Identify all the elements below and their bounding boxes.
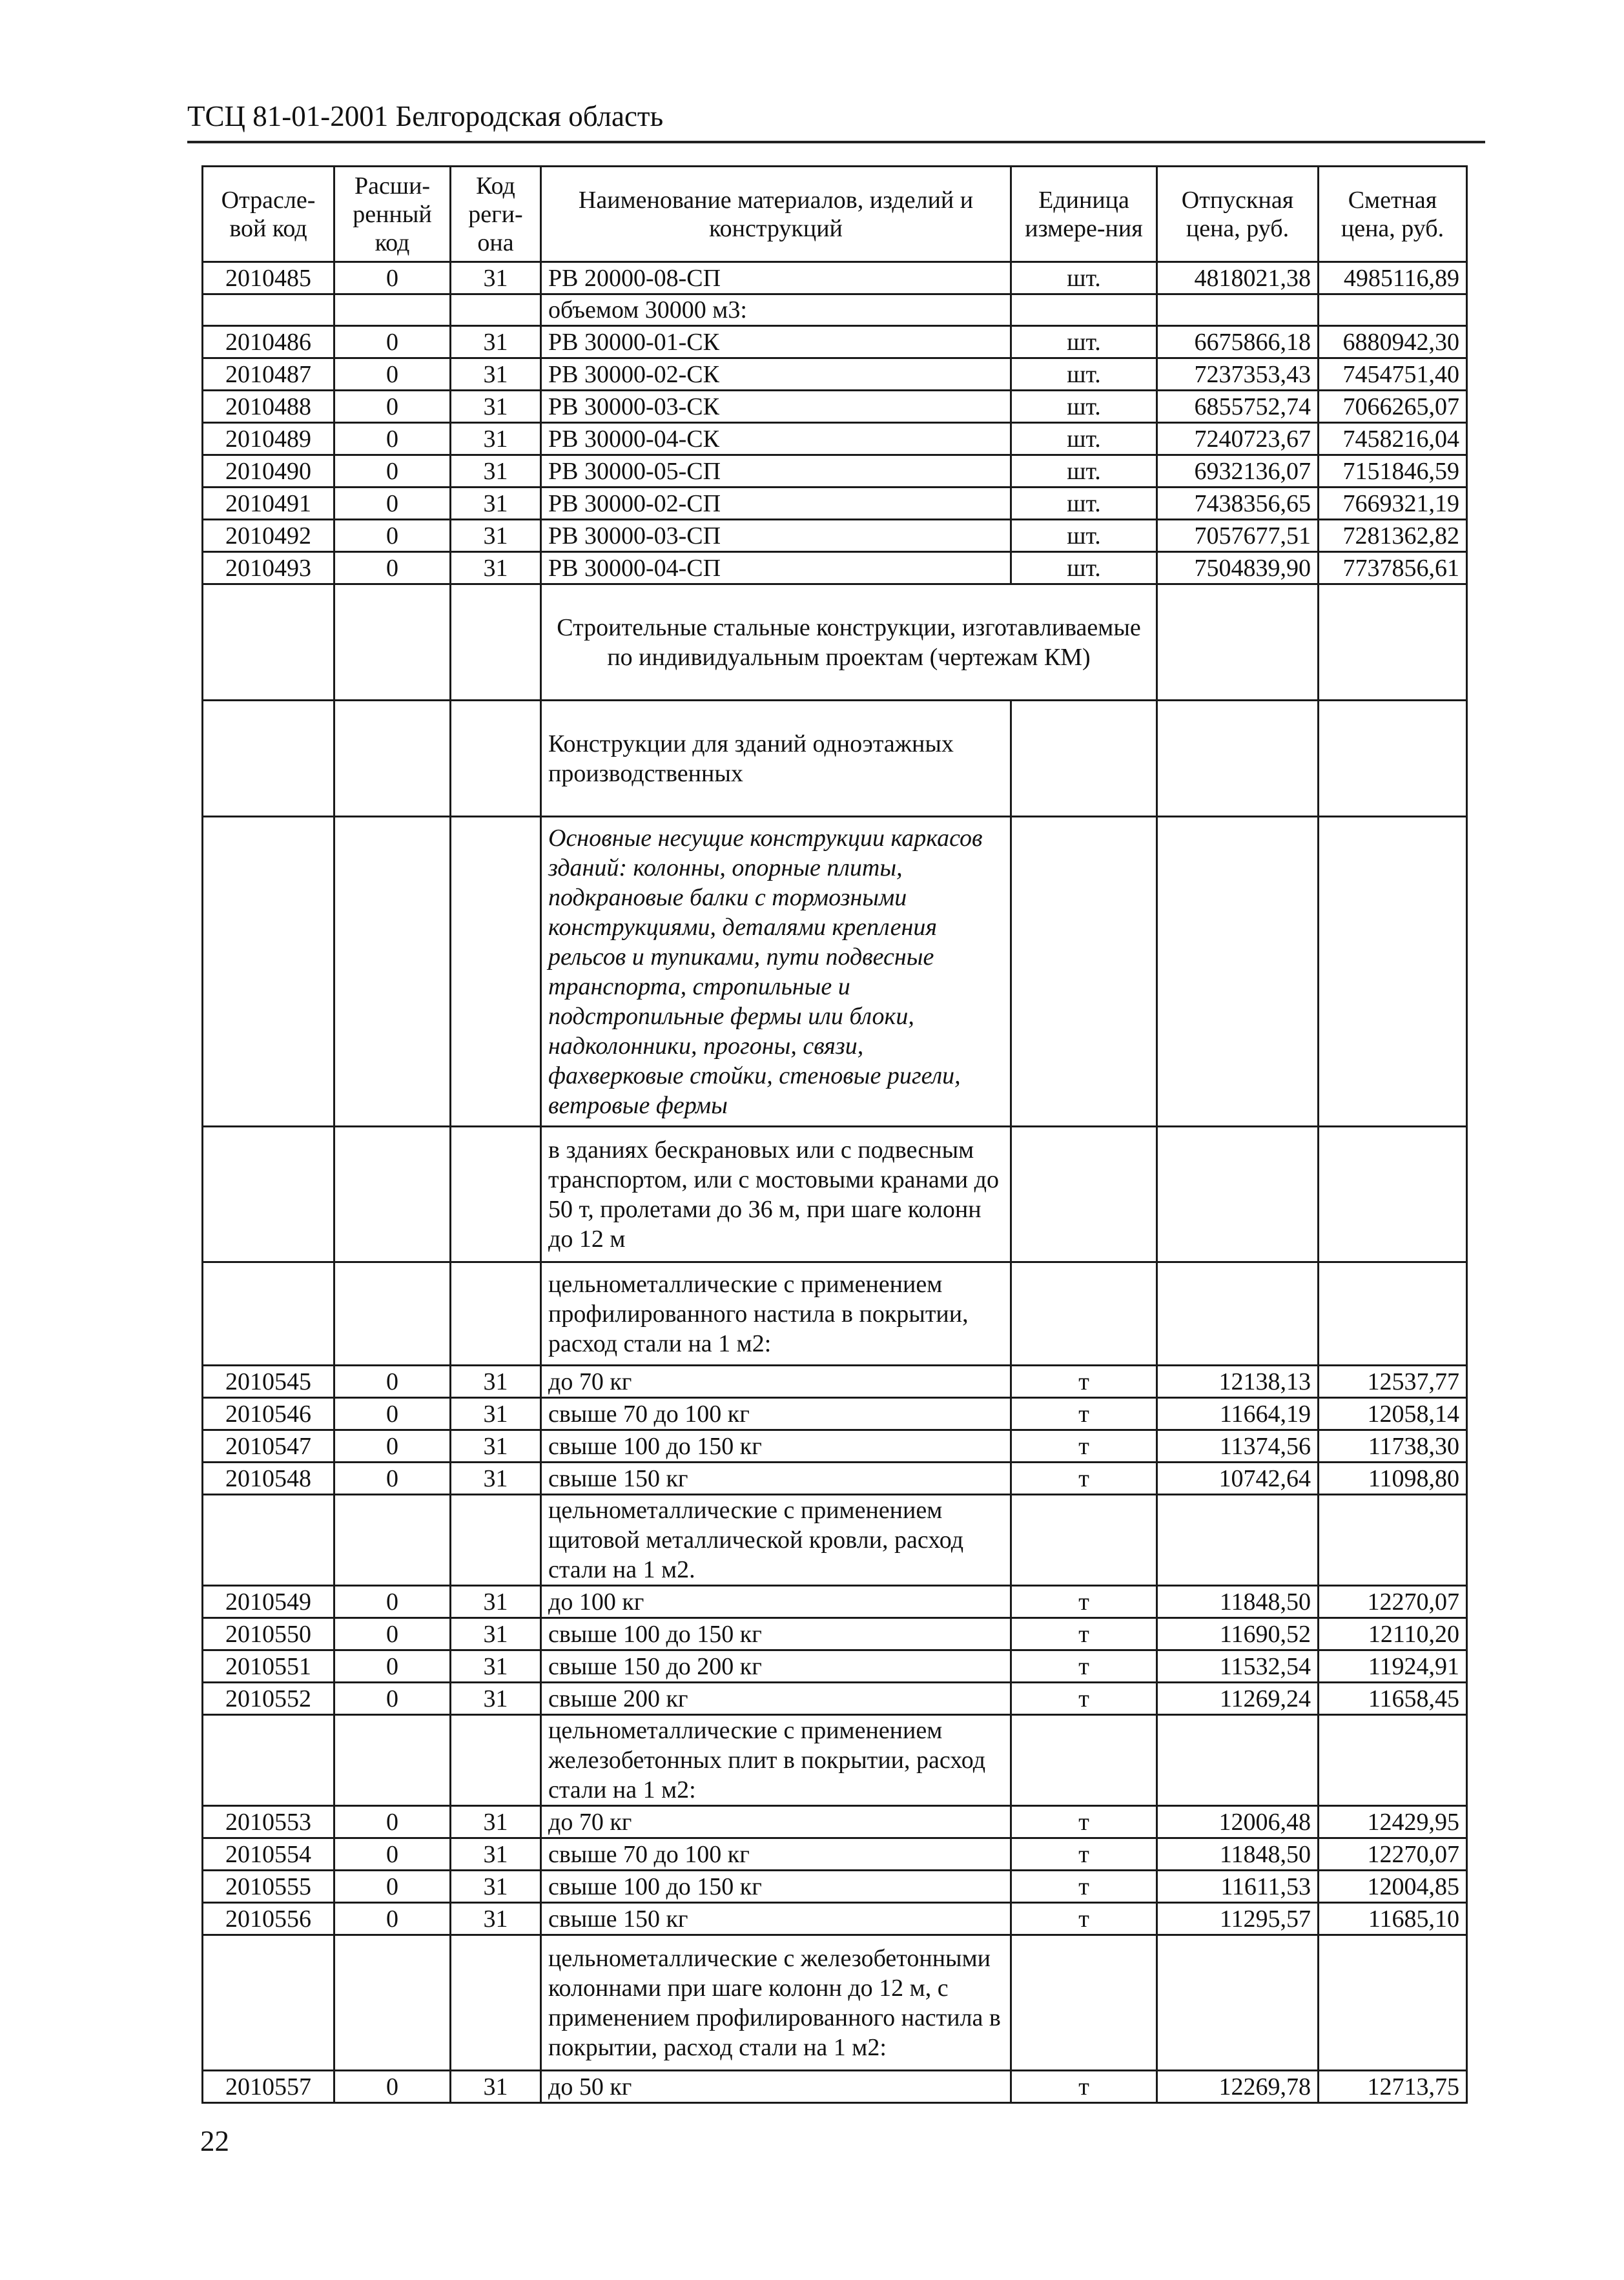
code-cell: 2010557 xyxy=(203,2071,334,2103)
code-cell: 2010553 xyxy=(203,1806,334,1838)
empty-estimate-cell xyxy=(1319,1495,1467,1586)
empty-region-cell xyxy=(451,294,541,326)
table-row xyxy=(203,1806,1467,1838)
item-name-cell: РВ 30000-01-СК xyxy=(541,326,1011,358)
subsection-heading: Конструкции для зданий одноэтажных производственных xyxy=(541,701,1011,817)
price-table xyxy=(201,165,1468,2104)
empty-release-cell xyxy=(1157,1715,1319,1806)
unit-cell: т xyxy=(1011,1683,1157,1715)
unit-cell: т xyxy=(1011,1838,1157,1871)
empty-release-cell xyxy=(1157,1495,1319,1586)
empty-code-cell xyxy=(203,817,334,1127)
extended-code-cell: 0 xyxy=(334,1430,451,1463)
item-name-cell: свыше 100 до 150 кг xyxy=(541,1871,1011,1903)
table-row xyxy=(203,326,1467,358)
table-row xyxy=(203,2071,1467,2103)
item-name-cell: до 70 кг xyxy=(541,1806,1011,1838)
code-cell: 2010490 xyxy=(203,455,334,488)
empty-estimate-cell xyxy=(1319,1127,1467,1262)
estimate-price-cell: 7669321,19 xyxy=(1319,488,1467,520)
code-cell: 2010551 xyxy=(203,1650,334,1683)
region-code-cell: 31 xyxy=(451,1586,541,1618)
section-row xyxy=(203,817,1467,1127)
region-code-cell: 31 xyxy=(451,1683,541,1715)
item-name-cell: РВ 30000-02-СП xyxy=(541,488,1011,520)
unit-cell: шт. xyxy=(1011,455,1157,488)
code-cell: 2010485 xyxy=(203,262,334,294)
empty-estimate-cell xyxy=(1319,294,1467,326)
estimate-price-cell: 12058,14 xyxy=(1319,1398,1467,1430)
extended-code-cell: 0 xyxy=(334,423,451,455)
region-code-cell: 31 xyxy=(451,1366,541,1398)
region-code-cell: 31 xyxy=(451,2071,541,2103)
item-name-cell: свыше 200 кг xyxy=(541,1683,1011,1715)
unit-cell: шт. xyxy=(1011,262,1157,294)
code-cell: 2010486 xyxy=(203,326,334,358)
item-name-cell: РВ 30000-03-СК xyxy=(541,391,1011,423)
unit-cell: шт. xyxy=(1011,520,1157,552)
estimate-price-cell: 11685,10 xyxy=(1319,1903,1467,1935)
code-cell: 2010550 xyxy=(203,1618,334,1650)
table-row xyxy=(203,391,1467,423)
region-code-cell: 31 xyxy=(451,391,541,423)
table-row xyxy=(203,423,1467,455)
empty-region-cell xyxy=(451,1935,541,2071)
empty-unit-cell xyxy=(1011,1262,1157,1366)
empty-region-cell xyxy=(451,584,541,701)
table-row xyxy=(203,262,1467,294)
empty-code-cell xyxy=(203,1262,334,1366)
empty-region-cell xyxy=(451,1262,541,1366)
estimate-price-cell: 11924,91 xyxy=(1319,1650,1467,1683)
release-price-cell: 11269,24 xyxy=(1157,1683,1319,1715)
table-row xyxy=(203,1683,1467,1715)
region-code-cell: 31 xyxy=(451,552,541,584)
release-price-cell: 7504839,90 xyxy=(1157,552,1319,584)
region-code-cell: 31 xyxy=(451,326,541,358)
unit-cell: шт. xyxy=(1011,488,1157,520)
estimate-price-cell: 12004,85 xyxy=(1319,1871,1467,1903)
empty-release-cell xyxy=(1157,584,1319,701)
estimate-price-cell: 7454751,40 xyxy=(1319,358,1467,391)
code-cell: 2010555 xyxy=(203,1871,334,1903)
release-price-cell: 12006,48 xyxy=(1157,1806,1319,1838)
extended-code-cell: 0 xyxy=(334,1683,451,1715)
empty-release-cell xyxy=(1157,1127,1319,1262)
page-number: 22 xyxy=(200,2125,229,2157)
table-row xyxy=(203,1838,1467,1871)
code-cell: 2010546 xyxy=(203,1398,334,1430)
release-price-cell: 7240723,67 xyxy=(1157,423,1319,455)
region-code-cell: 31 xyxy=(451,1903,541,1935)
table-row xyxy=(203,358,1467,391)
section-row xyxy=(203,1262,1467,1366)
group-description: цельнометаллические с применением щитовой металлической кровли, расход стали на 1 м2. xyxy=(541,1495,1011,1586)
release-price-cell: 6675866,18 xyxy=(1157,326,1319,358)
item-name-cell: свыше 100 до 150 кг xyxy=(541,1618,1011,1650)
release-price-cell: 11848,50 xyxy=(1157,1586,1319,1618)
release-price-cell: 11611,53 xyxy=(1157,1871,1319,1903)
extended-code-cell: 0 xyxy=(334,520,451,552)
item-name-cell: РВ 30000-04-СК xyxy=(541,423,1011,455)
unit-cell: шт. xyxy=(1011,358,1157,391)
code-cell: 2010548 xyxy=(203,1463,334,1495)
column-header-region-code: Код реги-она xyxy=(451,167,541,262)
empty-extended-code-cell xyxy=(334,1495,451,1586)
extended-code-cell: 0 xyxy=(334,1838,451,1871)
region-code-cell: 31 xyxy=(451,1398,541,1430)
group-description: цельнометаллические с применением профилированного настила в покрытии, расход стали на 1 м2: xyxy=(541,1262,1011,1366)
document-header xyxy=(187,97,1485,143)
table-row xyxy=(203,1871,1467,1903)
column-header-release-price: Отпускная цена, руб. xyxy=(1157,167,1319,262)
extended-code-cell: 0 xyxy=(334,391,451,423)
empty-code-cell xyxy=(203,1715,334,1806)
empty-release-cell xyxy=(1157,1262,1319,1366)
item-name-cell: свыше 150 кг xyxy=(541,1903,1011,1935)
unit-cell: т xyxy=(1011,1806,1157,1838)
item-name-cell: свыше 70 до 100 кг xyxy=(541,1838,1011,1871)
code-cell: 2010549 xyxy=(203,1586,334,1618)
item-name-cell: до 50 кг xyxy=(541,2071,1011,2103)
release-price-cell: 12269,78 xyxy=(1157,2071,1319,2103)
section-row xyxy=(203,1715,1467,1806)
extended-code-cell: 0 xyxy=(334,1650,451,1683)
extended-code-cell: 0 xyxy=(334,1463,451,1495)
region-code-cell: 31 xyxy=(451,1806,541,1838)
extended-code-cell: 0 xyxy=(334,1618,451,1650)
region-code-cell: 31 xyxy=(451,1463,541,1495)
region-code-cell: 31 xyxy=(451,1618,541,1650)
table-row xyxy=(203,1463,1467,1495)
item-name-cell: свыше 150 кг xyxy=(541,1463,1011,1495)
release-price-cell: 11532,54 xyxy=(1157,1650,1319,1683)
empty-release-cell xyxy=(1157,701,1319,817)
estimate-price-cell: 7737856,61 xyxy=(1319,552,1467,584)
item-name-cell: свыше 150 до 200 кг xyxy=(541,1650,1011,1683)
table-row xyxy=(203,552,1467,584)
empty-code-cell xyxy=(203,1127,334,1262)
region-code-cell: 31 xyxy=(451,488,541,520)
estimate-price-cell: 12270,07 xyxy=(1319,1586,1467,1618)
empty-region-cell xyxy=(451,817,541,1127)
empty-extended-code-cell xyxy=(334,817,451,1127)
code-cell: 2010545 xyxy=(203,1366,334,1398)
item-name-cell: до 100 кг xyxy=(541,1586,1011,1618)
empty-release-cell xyxy=(1157,1935,1319,2071)
estimate-price-cell: 7281362,82 xyxy=(1319,520,1467,552)
region-code-cell: 31 xyxy=(451,262,541,294)
estimate-price-cell: 12429,95 xyxy=(1319,1806,1467,1838)
code-cell: 2010552 xyxy=(203,1683,334,1715)
region-code-cell: 31 xyxy=(451,1871,541,1903)
code-cell: 2010491 xyxy=(203,488,334,520)
table-row xyxy=(203,1618,1467,1650)
unit-cell: т xyxy=(1011,1650,1157,1683)
empty-extended-code-cell xyxy=(334,1127,451,1262)
item-name-cell: до 70 кг xyxy=(541,1366,1011,1398)
empty-release-cell xyxy=(1157,294,1319,326)
extended-code-cell: 0 xyxy=(334,1871,451,1903)
group-description: в зданиях бескрановых или с подвесным транспортом, или с мостовыми кранами до 50 т, пролетами до 36 м, при шаге колонн до 12 м xyxy=(541,1127,1011,1262)
estimate-price-cell: 7066265,07 xyxy=(1319,391,1467,423)
item-name-cell: РВ 20000-08-СП xyxy=(541,262,1011,294)
extended-code-cell: 0 xyxy=(334,326,451,358)
unit-cell: т xyxy=(1011,1618,1157,1650)
empty-extended-code-cell xyxy=(334,1262,451,1366)
code-cell: 2010554 xyxy=(203,1838,334,1871)
empty-code-cell xyxy=(203,1495,334,1586)
item-name-cell: РВ 30000-02-СК xyxy=(541,358,1011,391)
empty-extended-code-cell xyxy=(334,294,451,326)
empty-code-cell xyxy=(203,584,334,701)
document-title: ТСЦ 81-01-2001 Белгородская область xyxy=(187,100,664,132)
item-name-cell: свыше 70 до 100 кг xyxy=(541,1398,1011,1430)
unit-cell: шт. xyxy=(1011,552,1157,584)
region-code-cell: 31 xyxy=(451,1650,541,1683)
empty-unit-cell xyxy=(1011,817,1157,1127)
empty-estimate-cell xyxy=(1319,817,1467,1127)
estimate-price-cell: 4985116,89 xyxy=(1319,262,1467,294)
extended-code-cell: 0 xyxy=(334,1586,451,1618)
release-price-cell: 11848,50 xyxy=(1157,1838,1319,1871)
extended-code-cell: 0 xyxy=(334,455,451,488)
estimate-price-cell: 6880942,30 xyxy=(1319,326,1467,358)
unit-cell: т xyxy=(1011,2071,1157,2103)
empty-estimate-cell xyxy=(1319,701,1467,817)
unit-cell: т xyxy=(1011,1903,1157,1935)
release-price-cell: 12138,13 xyxy=(1157,1366,1319,1398)
release-price-cell: 6855752,74 xyxy=(1157,391,1319,423)
empty-unit-cell xyxy=(1011,701,1157,817)
extended-code-cell: 0 xyxy=(334,1806,451,1838)
column-header-unit: Единица измере-ния xyxy=(1011,167,1157,262)
estimate-price-cell: 11738,30 xyxy=(1319,1430,1467,1463)
group-description: цельнометаллические с железобетонными колоннами при шаге колонн до 12 м, с применением профилированного настила в покрытии, расход стали на 1 м2: xyxy=(541,1935,1011,2071)
code-cell: 2010556 xyxy=(203,1903,334,1935)
extended-code-cell: 0 xyxy=(334,1903,451,1935)
code-cell: 2010489 xyxy=(203,423,334,455)
note-text: объемом 30000 м3: xyxy=(541,294,1011,326)
empty-region-cell xyxy=(451,701,541,817)
unit-cell: т xyxy=(1011,1871,1157,1903)
table-row xyxy=(203,1430,1467,1463)
release-price-cell: 6932136,07 xyxy=(1157,455,1319,488)
unit-cell: т xyxy=(1011,1398,1157,1430)
empty-unit-cell xyxy=(1011,1495,1157,1586)
column-header-estimate-price: Сметная цена, руб. xyxy=(1319,167,1467,262)
estimate-price-cell: 11658,45 xyxy=(1319,1683,1467,1715)
table-row xyxy=(203,455,1467,488)
item-name-cell: РВ 30000-03-СП xyxy=(541,520,1011,552)
code-cell: 2010487 xyxy=(203,358,334,391)
group-description: цельнометаллические с применением железобетонных плит в покрытии, расход стали на 1 м2: xyxy=(541,1715,1011,1806)
extended-code-cell: 0 xyxy=(334,1366,451,1398)
release-price-cell: 11295,57 xyxy=(1157,1903,1319,1935)
unit-cell: т xyxy=(1011,1463,1157,1495)
empty-estimate-cell xyxy=(1319,1262,1467,1366)
section-row xyxy=(203,584,1467,701)
empty-code-cell xyxy=(203,701,334,817)
item-name-cell: РВ 30000-05-СП xyxy=(541,455,1011,488)
region-code-cell: 31 xyxy=(451,358,541,391)
table-row xyxy=(203,1366,1467,1398)
unit-cell: шт. xyxy=(1011,391,1157,423)
empty-unit-cell xyxy=(1011,1127,1157,1262)
estimate-price-cell: 12110,20 xyxy=(1319,1618,1467,1650)
code-cell: 2010547 xyxy=(203,1430,334,1463)
empty-unit-cell xyxy=(1011,1935,1157,2071)
region-code-cell: 31 xyxy=(451,423,541,455)
table-header xyxy=(203,167,1467,262)
empty-estimate-cell xyxy=(1319,1935,1467,2071)
empty-extended-code-cell xyxy=(334,584,451,701)
unit-cell: шт. xyxy=(1011,423,1157,455)
extended-code-cell: 0 xyxy=(334,2071,451,2103)
section-heading: Строительные стальные конструкции, изготавливаемые по индивидуальным проектам (чертежам КМ) xyxy=(541,584,1157,701)
category-description: Основные несущие конструкции каркасов зданий: колонны, опорные плиты, подкрановые балки с тормозными конструкциями, деталями крепления рельсов и тупиками, пути подвесные транспорта, стропильные и подстропильные фермы или блоки, надколонники, прогоны, связи, фахверковые стойки, стеновые ригели, ветровые фермы xyxy=(541,817,1011,1127)
section-row xyxy=(203,1127,1467,1262)
estimate-price-cell: 7151846,59 xyxy=(1319,455,1467,488)
extended-code-cell: 0 xyxy=(334,488,451,520)
table-row xyxy=(203,1903,1467,1935)
table-row xyxy=(203,1398,1467,1430)
section-row xyxy=(203,1495,1467,1586)
column-header-extended-code: Расши-ренный код xyxy=(334,167,451,262)
table-row xyxy=(203,488,1467,520)
code-cell: 2010492 xyxy=(203,520,334,552)
code-cell: 2010488 xyxy=(203,391,334,423)
empty-estimate-cell xyxy=(1319,584,1467,701)
unit-cell: т xyxy=(1011,1366,1157,1398)
empty-region-cell xyxy=(451,1495,541,1586)
estimate-price-cell: 12537,77 xyxy=(1319,1366,1467,1398)
extended-code-cell: 0 xyxy=(334,552,451,584)
column-header-code: Отрасле-вой код xyxy=(203,167,334,262)
empty-code-cell xyxy=(203,294,334,326)
table-row xyxy=(203,520,1467,552)
section-row xyxy=(203,701,1467,817)
estimate-price-cell: 11098,80 xyxy=(1319,1463,1467,1495)
empty-extended-code-cell xyxy=(334,1935,451,2071)
release-price-cell: 4818021,38 xyxy=(1157,262,1319,294)
extended-code-cell: 0 xyxy=(334,1398,451,1430)
release-price-cell: 11690,52 xyxy=(1157,1618,1319,1650)
estimate-price-cell: 12713,75 xyxy=(1319,2071,1467,2103)
empty-extended-code-cell xyxy=(334,701,451,817)
note-row xyxy=(203,294,1467,326)
release-price-cell: 10742,64 xyxy=(1157,1463,1319,1495)
release-price-cell: 7057677,51 xyxy=(1157,520,1319,552)
region-code-cell: 31 xyxy=(451,1430,541,1463)
empty-unit-cell xyxy=(1011,294,1157,326)
table-row xyxy=(203,1586,1467,1618)
empty-region-cell xyxy=(451,1127,541,1262)
empty-region-cell xyxy=(451,1715,541,1806)
extended-code-cell: 0 xyxy=(334,358,451,391)
empty-unit-cell xyxy=(1011,1715,1157,1806)
empty-estimate-cell xyxy=(1319,1715,1467,1806)
table-body xyxy=(203,262,1467,2103)
estimate-price-cell: 7458216,04 xyxy=(1319,423,1467,455)
item-name-cell: РВ 30000-04-СП xyxy=(541,552,1011,584)
section-row xyxy=(203,1935,1467,2071)
unit-cell: т xyxy=(1011,1430,1157,1463)
unit-cell: т xyxy=(1011,1586,1157,1618)
item-name-cell: свыше 100 до 150 кг xyxy=(541,1430,1011,1463)
unit-cell: шт. xyxy=(1011,326,1157,358)
region-code-cell: 31 xyxy=(451,1838,541,1871)
extended-code-cell: 0 xyxy=(334,262,451,294)
column-header-name: Наименование материалов, изделий и конструкций xyxy=(541,167,1011,262)
code-cell: 2010493 xyxy=(203,552,334,584)
empty-release-cell xyxy=(1157,817,1319,1127)
empty-code-cell xyxy=(203,1935,334,2071)
release-price-cell: 11664,19 xyxy=(1157,1398,1319,1430)
estimate-price-cell: 12270,07 xyxy=(1319,1838,1467,1871)
empty-extended-code-cell xyxy=(334,1715,451,1806)
table-row xyxy=(203,1650,1467,1683)
release-price-cell: 7438356,65 xyxy=(1157,488,1319,520)
region-code-cell: 31 xyxy=(451,520,541,552)
region-code-cell: 31 xyxy=(451,455,541,488)
release-price-cell: 7237353,43 xyxy=(1157,358,1319,391)
release-price-cell: 11374,56 xyxy=(1157,1430,1319,1463)
